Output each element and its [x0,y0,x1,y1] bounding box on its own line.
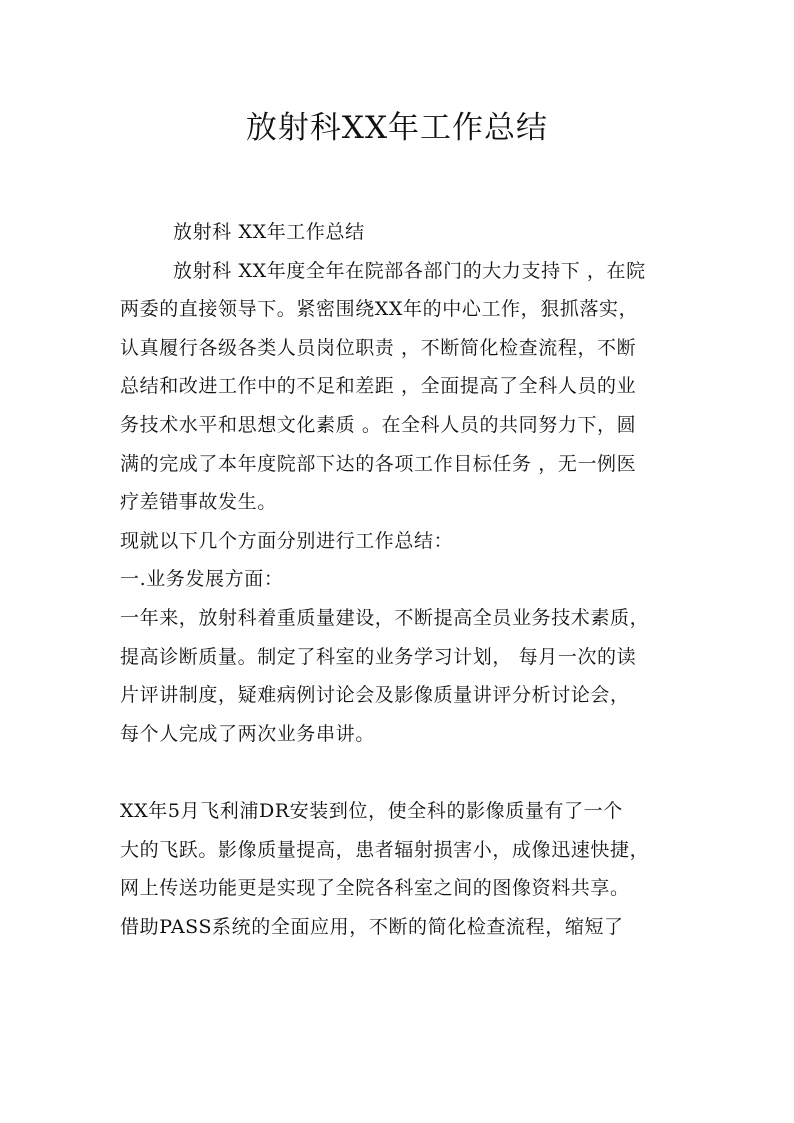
paragraph-line: 务技术水平和思想文化素质 。在全科人员的共同努力下，圆 [120,413,637,436]
document-title: 放射科XX年工作总结 [245,110,549,146]
paragraph-line: 借助PASS系统的全面应用，不断的简化检查流程，缩短了 [120,915,624,938]
paragraph-line: 片评讲制度，疑难病例讨论会及影像质量讲评分析讨论会， [120,684,630,707]
document-body [120,213,680,946]
paragraph-line: 满的完成了本年度院部下达的各项工作目标任务 ，无一例医 [120,452,637,475]
paragraph-line: 现就以下几个方面分别进行工作总结： [120,529,454,552]
paragraph-line: 网上传送功能更是实现了全院各科室之间的图像资料共享。 [120,877,630,900]
paragraph-line: 两委的直接领导下。紧密围绕XX年的中心工作，狠抓落实， [120,298,639,321]
paragraph-line: 每个人完成了两次业务串讲。 [120,722,375,745]
paragraph-line: 疗差错事故发生。 [120,491,277,514]
paragraph-line: 认真履行各级各类人员岗位职责 ，不断简化检查流程，不断 [120,336,637,359]
section-heading: 一.业务发展方面： [120,568,284,591]
paragraph-line: 放射科 XX年工作总结 [173,221,365,243]
paragraph-line: 一年来，放射科着重质量建设，不断提高全员业务技术素质， [120,606,650,629]
paragraph-line: 总结和改进工作中的不足和差距 ，全面提高了全科人员的业 [120,375,637,398]
paragraph-line: 大的飞跃。影像质量提高，患者辐射损害小，成像迅速快捷， [120,838,650,861]
paragraph-gap [120,753,680,792]
paragraph-line: 提高诊断质量。制定了科室的业务学习计划， 每月一次的读 [120,645,637,668]
paragraph-line: 放射科 XX年度全年在院部各部门的大力支持下 ，在院 [173,259,646,282]
paragraph-line: XX年5月飞利浦DR安装到位，使全科的影像质量有了一个 [120,799,623,822]
